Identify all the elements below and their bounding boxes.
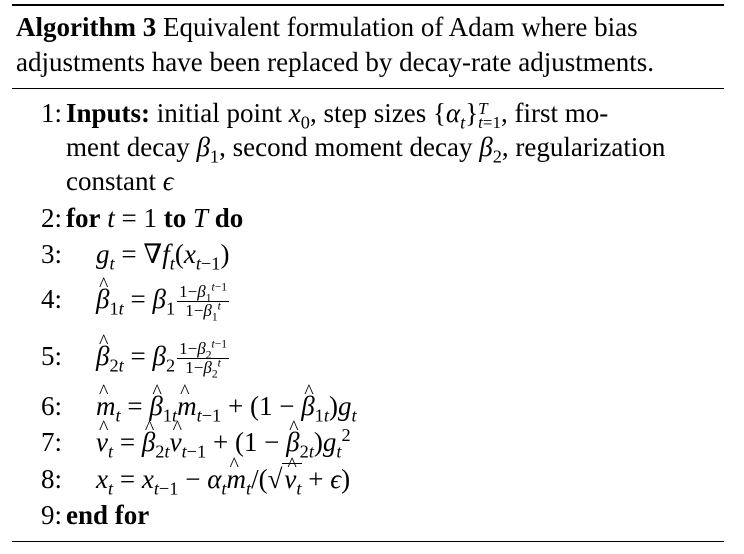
line-text: ^ $v_t$ = ^ $\beta_{2t}\^{}$ $v_{t-1} + (1$ − ^ $\beta_{2t})g_t^2$ — [96, 425, 351, 459]
line-number: 6: — [40, 391, 62, 421]
line-number: 8: — [40, 464, 62, 494]
line-number: 3: — [40, 239, 62, 269]
line-number: 4: — [40, 284, 62, 314]
line-text: for t = 1 to T do — [66, 203, 244, 233]
line-text: ^ $\beta_{2t} = \beta_2$ $\frac{1-\beta_2^{t-1}}{1-\beta_2^t}$ — [96, 339, 231, 377]
top-rule — [12, 4, 724, 6]
caption-rule — [12, 88, 724, 89]
line-text: ^ $\beta_{1t} = \beta_1$ $\frac{1-\beta_1^{t-1}}{1-\beta_1^t}$ — [96, 282, 231, 320]
bottom-rule — [12, 541, 724, 542]
line-text: ^ $m_t$ = ^ $\beta_{1t}\^{}$ $m_{t-1} + (1$ − ^ $\beta_{1t})g_t$ — [96, 389, 357, 423]
line-number: 7: — [40, 427, 62, 457]
algorithm-caption-text: Equivalent formulation of Adam where bias adjustments have been replaced by decay-rate adjustments. — [16, 12, 654, 77]
line-number: 2: — [40, 203, 62, 233]
line-text: $x_t = x_{t-1}$ − $\alpha_t\^{}$ $m_t/(√\^{}$ $v_t + \epsilon$) — [96, 462, 350, 496]
line-number: 9: — [40, 500, 62, 530]
line-text: Inputs: initial point $x_0$, step sizes $\{\alpha_t\}$ T t=1 , first mo- — [66, 98, 609, 133]
line-number: 1: — [40, 98, 62, 128]
line-text: $g_t = \nabla f_t(x_{t-1})$ — [96, 239, 230, 274]
algorithm-label: Algorithm 3 — [16, 12, 157, 42]
algorithm-caption — [16, 10, 722, 80]
line-number: 5: — [40, 341, 62, 371]
line-text: end for — [66, 500, 150, 530]
